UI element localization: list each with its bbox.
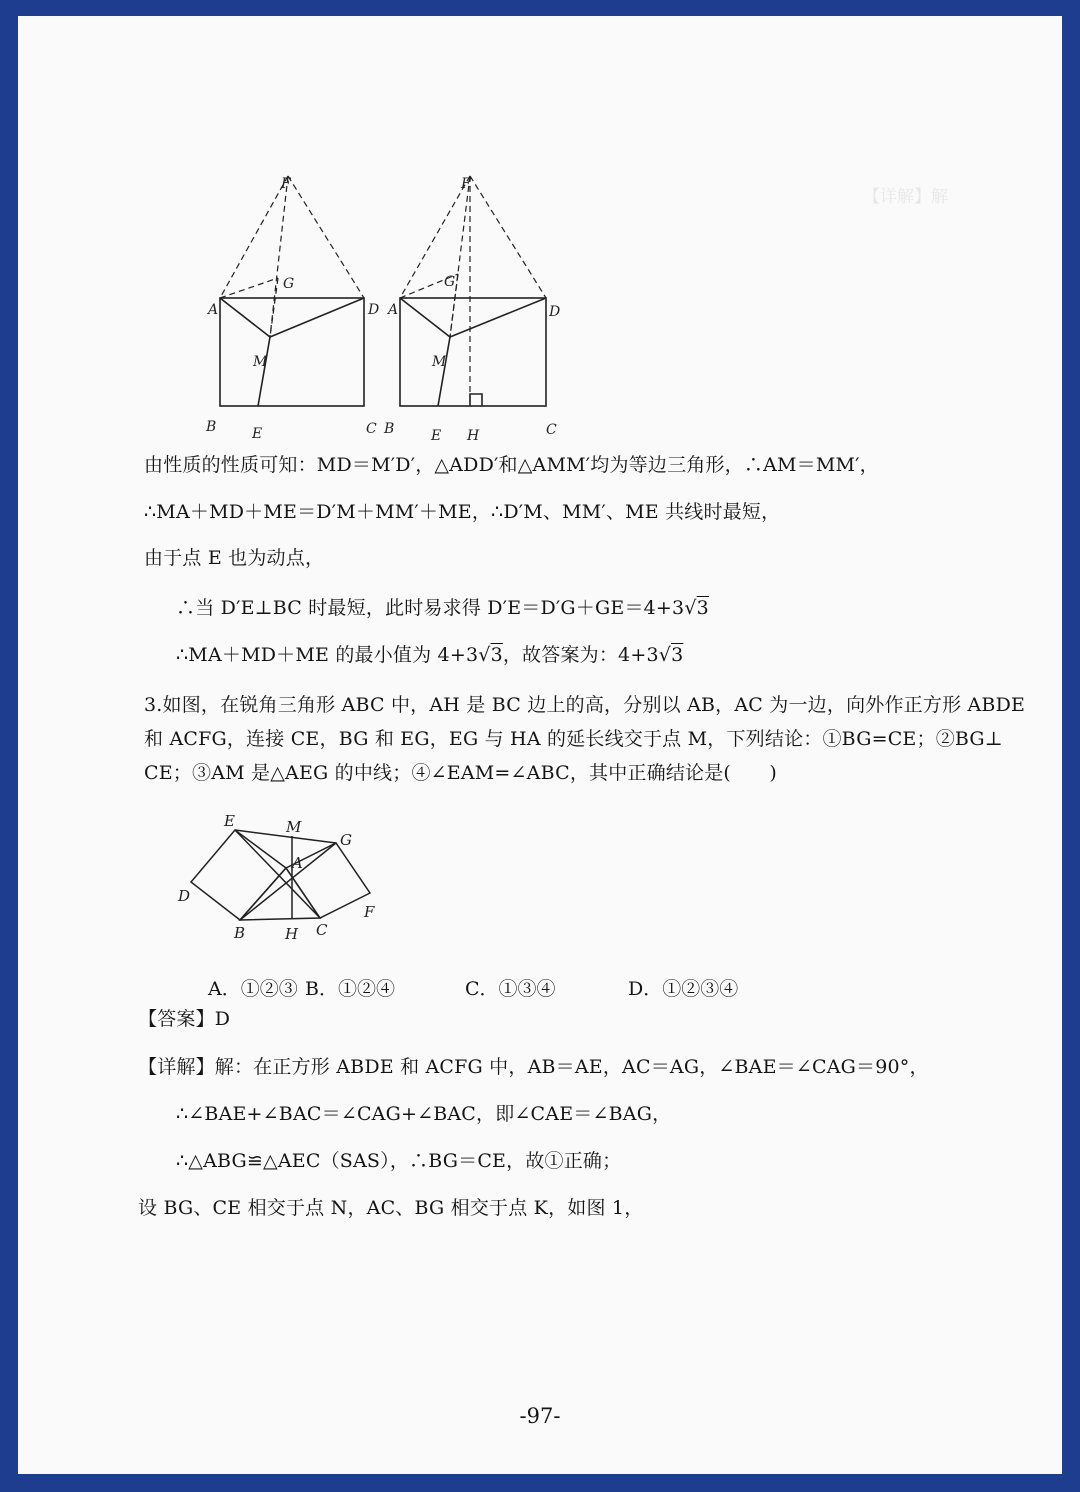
answer-line: 【答案】D bbox=[138, 1008, 231, 1030]
label-G: G bbox=[444, 274, 456, 290]
question-3-line-2: 和 ACFG，连接 CE，BG 和 EG，EG 与 HA 的延长线交于点 M，下列结论：①BG=CE；②BG⊥ bbox=[144, 728, 1003, 750]
label-M: M bbox=[432, 354, 447, 370]
label-M: M bbox=[286, 818, 302, 836]
question-3-line-1: 3.如图，在锐角三角形 ABC 中，AH 是 BC 边上的高，分别以 AB，AC 为一边，向外作正方形 ABDE bbox=[144, 694, 1026, 716]
label-C: C bbox=[546, 422, 557, 438]
label-M: M bbox=[253, 354, 268, 370]
label-F: F bbox=[364, 903, 375, 921]
label-F: F bbox=[281, 176, 291, 192]
label-E: E bbox=[252, 426, 263, 442]
solution-line-3: 由于点 E 也为动点， bbox=[144, 547, 325, 569]
option-b: B．①②④ bbox=[305, 978, 395, 1000]
detail-line-2: ∴∠BAE+∠BAC＝∠CAG+∠BAC，即∠CAE＝∠BAG， bbox=[176, 1103, 672, 1125]
solution-line-4: ∴当 D′E⊥BC 时最短，此时易求得 D′E＝D′G＋GE＝4+3√3 bbox=[176, 597, 709, 619]
label-A: A bbox=[292, 854, 303, 872]
option-a: A．①②③ bbox=[208, 978, 298, 1000]
figure-question-3 bbox=[168, 792, 398, 942]
label-G: G bbox=[340, 831, 352, 849]
figure-top-right bbox=[358, 156, 578, 446]
label-D: D bbox=[178, 887, 191, 905]
label-A: A bbox=[388, 302, 399, 318]
label-G: G bbox=[283, 276, 295, 292]
document-page bbox=[18, 16, 1062, 1474]
label-H: H bbox=[467, 428, 480, 444]
label-C: C bbox=[316, 921, 328, 939]
label-C: C bbox=[366, 421, 377, 437]
bleed-through-text: 【详解】解 bbox=[863, 187, 948, 207]
label-D: D bbox=[549, 304, 561, 320]
solution-line-5: ∴MA＋MD＋ME 的最小值为 4+3√3，故答案为：4+3√3 bbox=[176, 644, 684, 666]
detail-line-3: ∴△ABG≌△AEC（SAS），∴BG＝CE，故①正确； bbox=[176, 1150, 622, 1172]
question-3-line-3: CE；③AM 是△AEG 的中线；④∠EAM=∠ABC，其中正确结论是( ) bbox=[144, 762, 778, 784]
option-c: C．①③④ bbox=[465, 978, 556, 1000]
solution-line-1: 由性质的性质可知：MD＝M′D′，△ADD′和△AMM′均为等边三角形，∴AM＝MM′， bbox=[144, 454, 879, 476]
label-A: A bbox=[208, 302, 219, 318]
label-H: H bbox=[285, 925, 299, 942]
label-E: E bbox=[431, 428, 442, 444]
label-B: B bbox=[384, 421, 395, 437]
label-B: B bbox=[206, 419, 217, 435]
label-B: B bbox=[234, 924, 246, 942]
label-D: D bbox=[368, 302, 380, 318]
page-number: -97- bbox=[519, 1404, 561, 1428]
label-E: E bbox=[224, 812, 235, 830]
option-d: D．①②③④ bbox=[628, 978, 739, 1000]
label-F: F bbox=[461, 176, 471, 192]
detail-line-1: 【详解】解：在正方形 ABDE 和 ACFG 中，AB＝AE，AC＝AG，∠BAE＝∠CAG＝90°， bbox=[138, 1056, 929, 1078]
solution-line-2: ∴MA＋MD＋ME＝D′M＋MM′＋ME，∴D′M、MM′、ME 共线时最短， bbox=[144, 501, 781, 523]
detail-line-4: 设 BG、CE 相交于点 N，AC、BG 相交于点 K，如图 1， bbox=[138, 1197, 644, 1219]
